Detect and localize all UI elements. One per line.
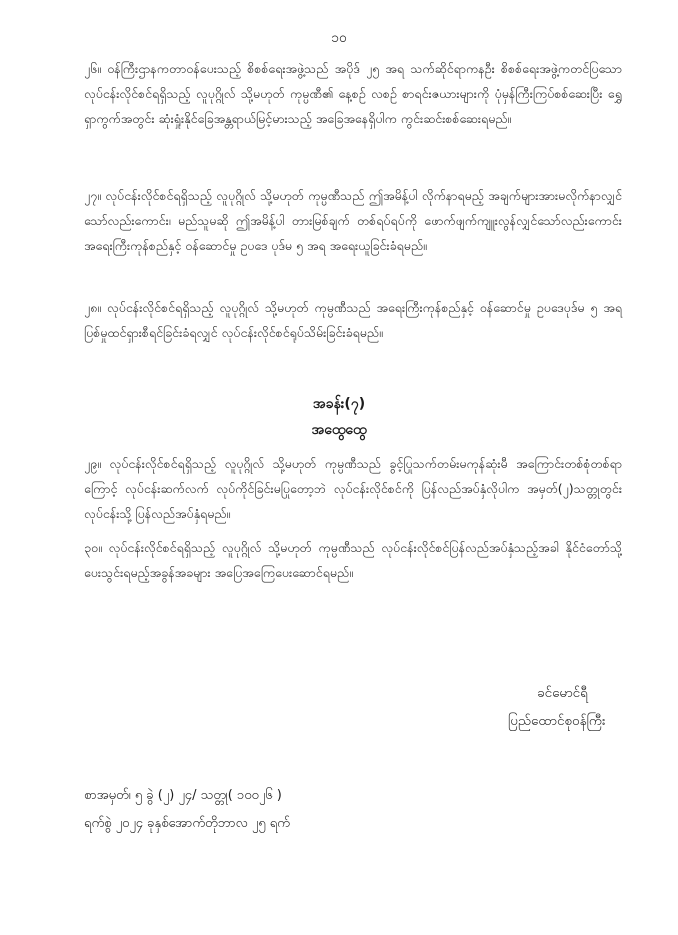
page-number: ၁၀ — [331, 30, 347, 46]
chapter-title: အထွေထွေ — [311, 422, 367, 438]
section-28-paragraph: ၂၈။ လုပ်ငန်းလိုင်စင်ရရှိသည့် လူပုဂ္ဂိုလ် သို့မဟုတ် ကုမ္ပဏီသည် အရေးကြီးကုန်စည်နှင့် ဝန်ဆောင်မှု ဥပဒေပုဒ်မ ၅ အရ ပြစ်မှုထင်ရှားစီရင်ခြင်းခံရလျှင် လုပ်ငန်းလိုင်စင်ရုပ်သိမ်းခြင်းခံရမည်။ — [84, 300, 622, 340]
section-29-paragraph: ၂၉။ လုပ်ငန်းလိုင်စင်ရရှိသည့် လူပုဂ္ဂိုလ် သို့မဟုတ် ကုမ္ပဏီသည် ခွင့်ပြုသက်တမ်းမကုန်ဆုံးမီ အကြောင်းတစ်စုံတစ်ရာကြောင့် လုပ်ငန်းဆက်လက် လုပ်ကိုင်ခြင်းမပြုတော့ဘဲ လုပ်ငန်းလိုင်စင်ကို ပြန်လည်အပ်နှံလိုပါက အမှတ်(၂)သတ္တုတွင်းလုပ်ငန်းသို့ ပြန်လည်အပ်နှံရမည်။ — [84, 456, 622, 521]
section-27-paragraph: ၂၇။ လုပ်ငန်းလိုင်စင်ရရှိသည့် လူပုဂ္ဂိုလ် သို့မဟုတ် ကုမ္ပဏီသည် ဤအမိန့်ပါ လိုက်နာရမည့် အချက်များအားမလိုက်နာလျှင်သော်လည်းကောင်း၊ မည်သူမဆို ဤအမိန့်ပါ တားမြစ်ချက် တစ်ရပ်ရပ်ကို ဖောက်ဖျက်ကျူးလွန်လျှင်သော်လည်းကောင်း အရေးကြီးကုန်စည်နှင့် ဝန်ဆောင်မှု ဥပဒေ ပုဒ်မ ၅ အရ အရေးယူခြင်းခံရမည်။ — [84, 188, 622, 253]
signatory-title: ပြည်ထောင်စုဝန်ကြီး — [508, 713, 606, 729]
section-26-paragraph: ၂၆။ ဝန်ကြီးဌာနကတာဝန်ပေးသည့် စိစစ်ရေးအဖွဲ့သည် အပိုဒ် ၂၅ အရ သက်ဆိုင်ရာကနဦး စိစစ်ရေးအဖွဲ့ကတင်ပြသော လုပ်ငန်းလိုင်စင်ရရှိသည့် လူပုဂ္ဂိုလ် သို့မဟုတ် ကုမ္ပဏီ၏ နေ့စဉ် လစဉ် စာရင်းဇယားများကို ပုံမှန်ကြီးကြပ်စစ်ဆေးပြီး ရွှေရှာကွက်အတွင်း ဆုံးရှုံးနိုင်ခြေအန္တရာယ်မြင့်မားသည့် အခြေအနေရှိပါက ကွင်းဆင်းစစ်ဆေးရမည်။ — [84, 61, 622, 126]
signatory-name: ခင်မောင်ရီ — [537, 685, 588, 701]
reference-number: စာအမှတ်၊ ၅ ခွဲ (၂) ၂၄/ သတ္တု( ၁၀၀၂၆ ) — [84, 788, 282, 803]
section-30-paragraph: ၃၀။ လုပ်ငန်းလိုင်စင်ရရှိသည့် လူပုဂ္ဂိုလ် သို့မဟုတ် ကုမ္ပဏီသည် လုပ်ငန်းလိုင်စင်ပြန်လည်အပ်နှံသည့်အခါ နိုင်ငံတော်သို့ ပေးသွင်းရမည့်အခွန်အခများ အပြေအကြေပေးဆောင်ရမည်။ — [84, 540, 622, 580]
chapter-heading: အခန်း(၇) — [312, 396, 366, 412]
issue-date: ရက်စွဲ ၂၀၂၄ ခုနှစ်အောက်တိုဘာလ ၂၅ ရက် — [84, 816, 290, 831]
